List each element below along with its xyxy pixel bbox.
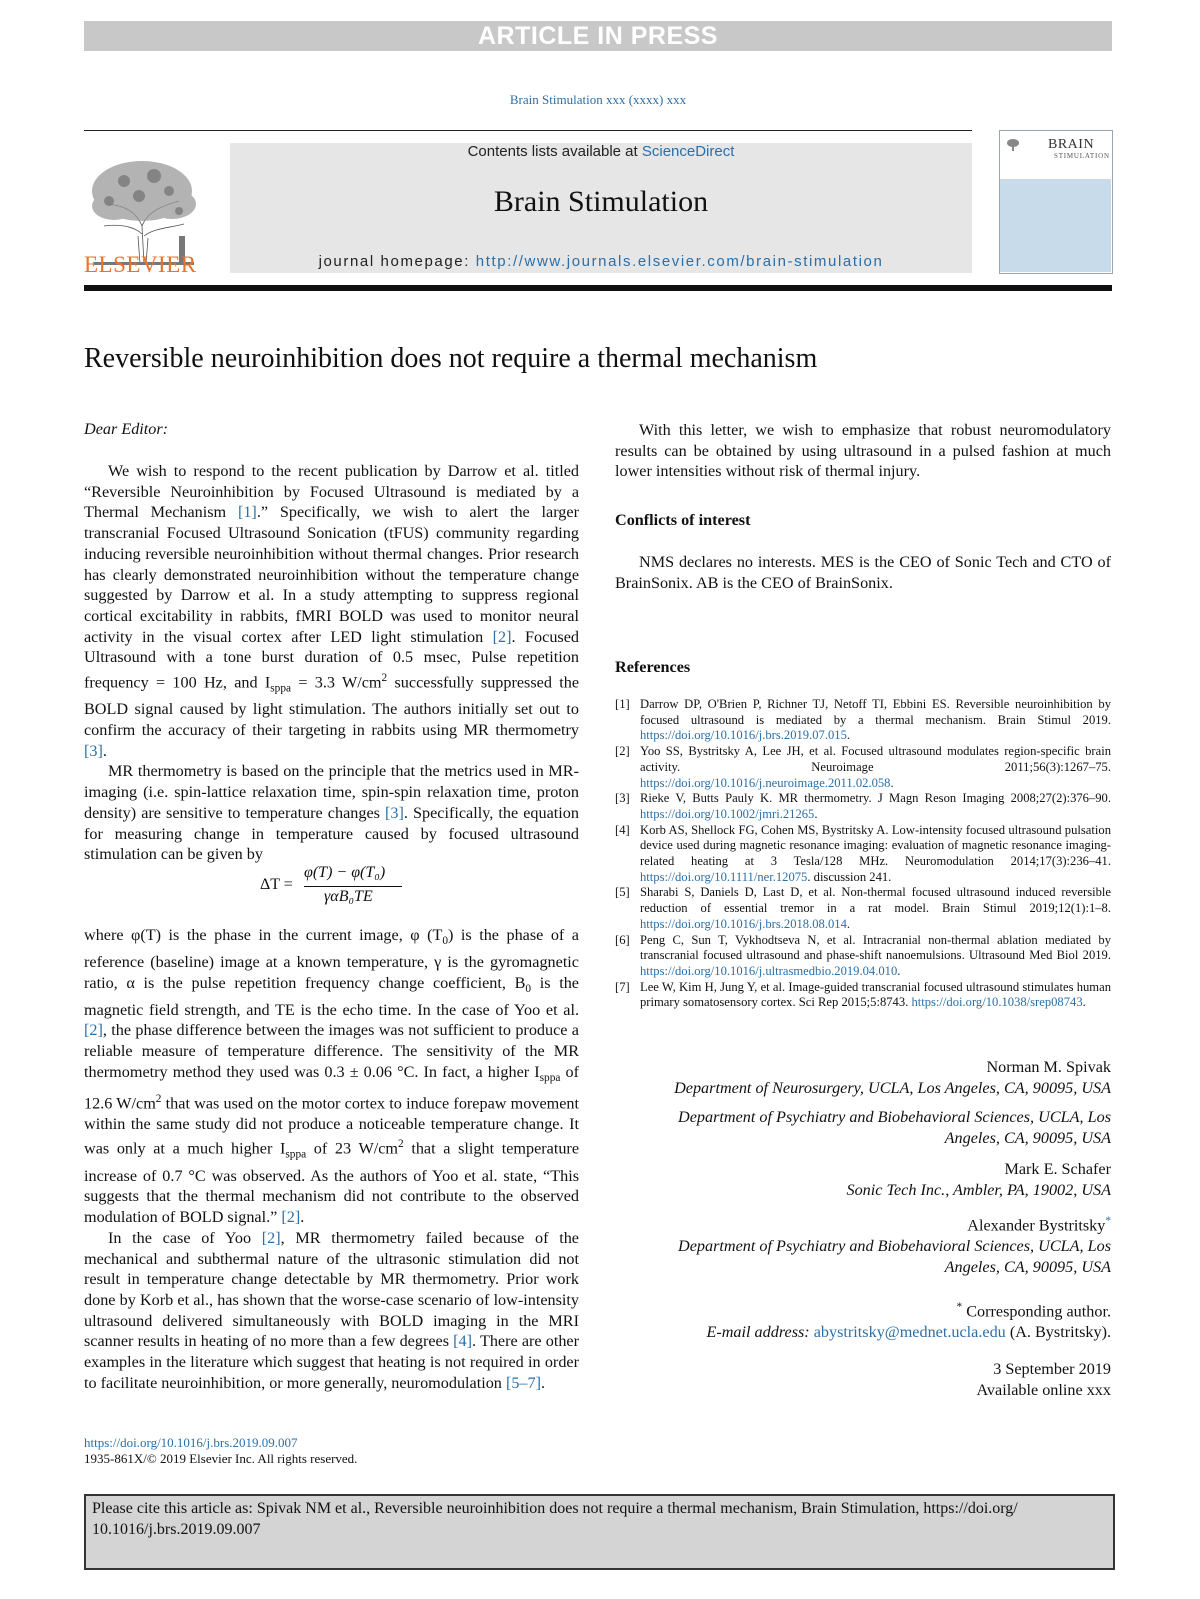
- article-in-press-banner: ARTICLE IN PRESS: [84, 21, 1112, 51]
- citation-link[interactable]: [5–7]: [505, 1373, 542, 1392]
- available-online: Available online xxx: [976, 1380, 1111, 1399]
- equation-numerator: φ(T) − φ(T₀): [304, 864, 386, 881]
- citation-line-1: Please cite this article as: Spivak NM et al., Reversible neuroinhibition does not require a thermal mechanism, Brain Stimulation, https://doi.org/: [92, 1500, 1018, 1517]
- author-affiliation: Department of Neurosurgery, UCLA, Los Angeles, CA, 90095, USA: [674, 1078, 1111, 1097]
- masthead-top-rule: [84, 130, 972, 131]
- conflicts-heading: Conflicts of interest: [615, 511, 751, 529]
- contents-available-line: [230, 143, 972, 160]
- reference-item: [5] Sharabi S, Daniels D, Last D, et al. Non-thermal focused ultrasound induced reversible reduction of essential tremor in a rat model. Brain Stimul 2019;12(1):1–8. https://doi.org/10.1016/j.brs.2018.08.014.: [615, 885, 1111, 931]
- paragraph-2: MR thermometry is based on the principle that the metrics used in MR-imaging (i.e. spin-lattice relaxation time, spin-spin relaxation time, proton density) are sensitive to temperature changes [3]. Specifically, the equation for measuring change in temperature caused by focused ultrasound stimulation can be given by: [84, 762, 579, 864]
- homepage-prefix: journal homepage:: [318, 253, 476, 270]
- reference-doi-link[interactable]: https://doi.org/10.1016/j.brs.2019.07.015: [640, 728, 847, 743]
- equation-fraction-bar: [304, 886, 402, 887]
- author-affiliation: Sonic Tech Inc., Ambler, PA, 19002, USA: [846, 1180, 1111, 1199]
- journal-reference[interactable]: Brain Stimulation xxx (xxxx) xxx: [509, 92, 687, 107]
- signature-block-2: [846, 1159, 1111, 1200]
- citation-link[interactable]: [4]: [453, 1332, 473, 1351]
- citation-link[interactable]: [2]: [281, 1208, 301, 1227]
- reference-doi-link[interactable]: https://doi.org/10.1002/jmri.21265: [640, 806, 815, 821]
- paragraph-3: where φ(T) is the phase in the current image, φ $(T_0)$ is the phase of a reference (baseline) image at a known temperature, γ is the gyromagnetic ratio, α is the pulse repetition frequency change coefficient, $B_0$ is the magnetic field strength, and TE is the echo time. In the case of Yoo et al. [2], the phase difference between the images was not sufficient to produce a reliable measure of temperature difference. The sensitivity of the MR thermometry method they used was 0.3 ± 0.06 °C. In fact, a higher $I_{sppa}$ of 12.6 $W/cm^2$ that was used on the motor cortex to induce forepaw movement within the same study did not produce a noticeable temperature change. It was only at a much higher $I_{sppa}$ of 23 $W/cm^2$ that a slight temperature increase of 0.7 °C was observed. As the authors of Yoo et al. state, “This suggests that the thermal mechanism did not contribute to the observed modulation of BOLD signal.” [2].: [84, 926, 580, 1227]
- article-doi-link[interactable]: https://doi.org/10.1016/j.brs.2019.09.007: [84, 1435, 298, 1450]
- reference-number: [2]: [615, 744, 630, 759]
- citation-box: [84, 1494, 1115, 1570]
- masthead-bottom-rule: [84, 285, 1112, 291]
- author-affiliation: Department of Psychiatry and Biobehavioral Sciences, UCLA, Los: [678, 1108, 1111, 1126]
- reference-item: [2] Yoo SS, Bystritsky A, Lee JH, et al. Focused ultrasound modulates region-specific brain activity. Neuroimage 2011;56(3):1267–75. https://doi.org/10.1016/j.neuroimage.2011.02.058.: [615, 744, 1111, 790]
- copyright-line: 1935-861X/© 2019 Elsevier Inc. All rights reserved.: [84, 1451, 358, 1466]
- email-line: E-mail address: abystritsky@mednet.ucla.edu (A. Bystritsky).: [706, 1323, 1111, 1342]
- reference-doi-link[interactable]: https://doi.org/10.1016/j.brs.2018.08.014: [640, 916, 847, 931]
- corresponding-author-note: [706, 1297, 1111, 1343]
- author-name: Norman M. Spivak: [986, 1058, 1111, 1076]
- homepage-link[interactable]: http://www.journals.elsevier.com/brain-stimulation: [475, 253, 884, 270]
- signature-affiliation-2: [678, 1107, 1111, 1148]
- author-name: Mark E. Schafer: [1004, 1160, 1111, 1178]
- reference-number: [7]: [615, 979, 630, 994]
- citation-link[interactable]: [1]: [237, 503, 257, 522]
- received-date: 3 September 2019: [993, 1360, 1111, 1378]
- right-column-paragraph: [615, 420, 1111, 482]
- reference-number: [3]: [615, 791, 630, 806]
- author-affiliation: Angeles, CA, 90095, USA: [944, 1128, 1111, 1147]
- paragraph-1: We wish to respond to the recent publication by Darrow et al. titled “Reversible Neuroinhibition by Focused Ultrasound is mediated by a Thermal Mechanism [1].” Specifically, we wish to alert the larger transcranial Focused Ultrasound Sonication (tFUS) community regarding inducing reversible neuroinhibition without thermal changes. Prior research has clearly demonstrated neuroinhibition without the temperature change suggested by Darrow et al. In a study attempting to suppress regional cortical excitability in rabbits, fMRI BOLD was used to monitor neural activity in the visual cortex after LED light stimulation [2]. Focused Ultrasound with a tone burst duration of 0.5 msec, Pulse repetition frequency = 100 Hz, and $I_{sppa} = 3.3$ $W/cm^2$ successfully suppressed the BOLD signal caused by light stimulation. The authors initially set out to confirm the accuracy of their targeting in rabbits using MR thermometry [3].: [84, 462, 580, 760]
- cover-image-area: [1000, 179, 1111, 272]
- citation-line-2: 10.1016/j.brs.2019.09.007: [92, 1520, 261, 1538]
- reference-list: [615, 697, 1111, 1011]
- reference-item: [7] Lee W, Kim H, Jung Y, et al. Image-guided transcranial focused ultrasound stimulates human primary somatosensory cortex. Sci Rep 2015;5:8743. https://doi.org/10.1038/srep08743.: [615, 979, 1111, 1010]
- reference-doi-link[interactable]: https://doi.org/10.1111/ner.12075: [640, 869, 808, 884]
- corresponding-author-mark[interactable]: *: [1105, 1215, 1111, 1227]
- journal-name: Brain Stimulation: [493, 185, 709, 218]
- reference-item: [1] Darrow DP, O'Brien P, Richner TJ, Netoff TI, Ebbini ES. Reversible neuroinhibition by focused ultrasound is mediated by a thermal mechanism. Brain Stimul 2019. https://doi.org/10.1016/j.brs.2019.07.015.: [615, 697, 1111, 743]
- paragraph-4: In the case of Yoo [2], MR thermometry failed because of the mechanical and subthermal nature of the ultrasonic stimulation did not result in temperature change detectable by MR thermometry. Prior work done by Korb et al., has shown that the worse-case scenario of low-intensity ultrasound delivered simultaneously with BOLD imaging in the MRI scanner results in heating of no more than a few degrees [4]. There are other examples in the literature which suggest that heating is not required in order to facilitate neuroinhibition, or more generally, neuromodulation [5–7].: [84, 1228, 579, 1392]
- reference-item: [6] Peng C, Sun T, Vykhodtseva N, et al. Intracranial non-thermal ablation mediated by transcranial focused ultrasound and phase-shift nanoemulsions. Ultrasound Med Biol 2019. https://doi.org/10.1016/j.ultrasmedbio.2019.04.010.: [615, 932, 1111, 978]
- reference-doi-link[interactable]: https://doi.org/10.1016/j.neuroimage.2011.02.058: [640, 775, 891, 790]
- left-column-lower: [84, 925, 579, 1393]
- reference-number: [5]: [615, 885, 630, 900]
- equation-denominator: γαB₀TE: [324, 888, 373, 905]
- reference-doi-link[interactable]: https://doi.org/10.1016/j.ultrasmedbio.2019.04.010: [640, 963, 898, 978]
- reference-number: [4]: [615, 822, 630, 837]
- reference-item: [4] Korb AS, Shellock FG, Cohen MS, Bystritsky A. Low-intensity focused ultrasound pulsation device used during magnetic resonance imaging: evaluation of magnetic resonance imaging-related heating at 3 Tesla/128 MHz. Neuromodulation 2014;17(3):236–41. https://doi.org/10.1111/ner.12075. discussion 241.: [615, 822, 1111, 884]
- conflicts-section: [615, 552, 1111, 593]
- references-heading: References: [615, 658, 691, 676]
- author-affiliation: Angeles, CA, 90095, USA: [944, 1257, 1111, 1276]
- citation-link[interactable]: [3]: [385, 803, 404, 822]
- reference-number: [1]: [615, 697, 630, 711]
- author-name: Alexander Bystritsky*: [967, 1215, 1111, 1235]
- contents-prefix: Contents lists available at: [467, 143, 642, 160]
- reference-number: [6]: [615, 932, 630, 947]
- reference-doi-link[interactable]: https://doi.org/10.1038/srep08743: [911, 995, 1083, 1010]
- temperature-equation: [260, 862, 420, 912]
- email-link[interactable]: abystritsky@mednet.ucla.edu: [813, 1323, 1006, 1342]
- citation-link[interactable]: [3]: [84, 741, 103, 760]
- footer-identifiers: [84, 1435, 357, 1467]
- paragraph-5: With this letter, we wish to emphasize that robust neuromodulatory results can be obtained by using ultrasound in a pulsed fashion at much lower intensities without risk of thermal injury.: [615, 421, 1111, 481]
- elsevier-wordmark: ELSEVIER: [84, 252, 197, 277]
- salutation: Dear Editor:: [84, 420, 169, 438]
- dates-block: [976, 1359, 1111, 1400]
- citation-link[interactable]: [2]: [492, 627, 512, 646]
- journal-homepage-line: [230, 253, 972, 270]
- reference-item: [3] Rieke V, Butts Pauly K. MR thermometry. J Magn Reson Imaging 2008;27(2):376–90. https://doi.org/10.1002/jmri.21265.: [615, 791, 1111, 821]
- citation-link[interactable]: [2]: [84, 1021, 103, 1040]
- citation-link[interactable]: [2]: [261, 1228, 281, 1247]
- article-title: Reversible neuroinhibition does not require a thermal mechanism: [84, 343, 818, 374]
- corresponding-label: * Corresponding author.: [956, 1301, 1111, 1321]
- left-column-upper: [84, 461, 579, 865]
- signature-block-1: [674, 1057, 1111, 1098]
- equation-lhs: ΔT =: [260, 876, 293, 893]
- sciencedirect-link[interactable]: ScienceDirect: [641, 143, 735, 160]
- cover-publisher-icon: [1006, 138, 1020, 152]
- signature-block-3: [678, 1211, 1111, 1278]
- author-affiliation: Department of Psychiatry and Biobehavioral Sciences, UCLA, Los: [678, 1237, 1111, 1256]
- conflicts-text: NMS declares no interests. MES is the CEO of Sonic Tech and CTO of BrainSonix. AB is the CEO of BrainSonix.: [615, 553, 1111, 592]
- cover-title: BRAIN: [1048, 137, 1095, 152]
- cover-subtitle: STIMULATION: [1054, 152, 1110, 160]
